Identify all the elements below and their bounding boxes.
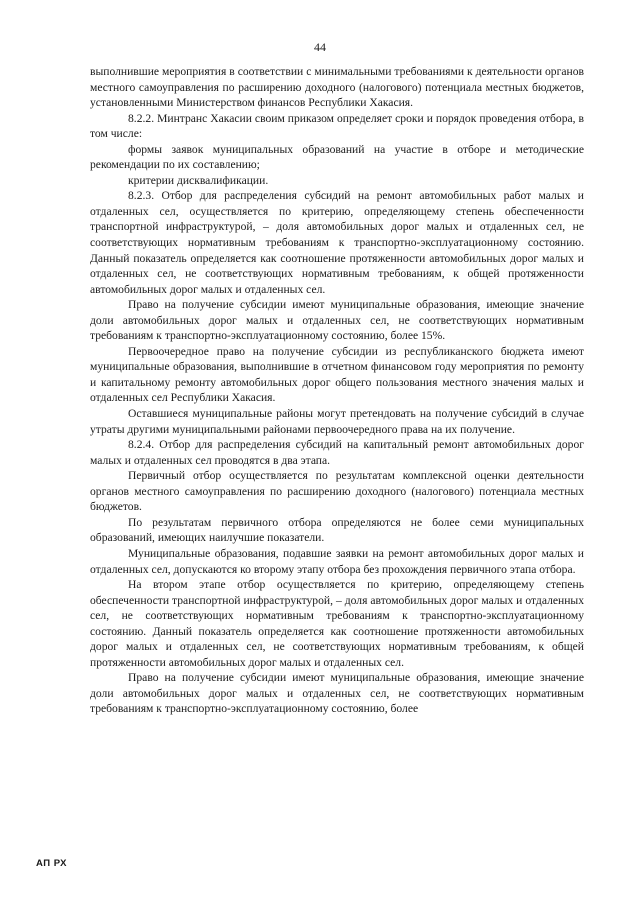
- paragraph: 8.2.2. Минтранс Хакасии своим приказом определяет сроки и порядок проведения отбора, в том числе:: [90, 111, 584, 141]
- page-number: 44: [314, 40, 326, 54]
- paragraph: Первичный отбор осуществляется по результатам комплексной оценки деятельности органов местного самоуправления по расширению доходного (налогового) потенциала местных бюджетов.: [90, 469, 584, 514]
- paragraph: Первоочередное право на получение субсидии из республиканского бюджета имеют муниципальные образования, выполнившие в отчетном финансовом году мероприятия по ремонту и капитальному ремонту автомобильных дорог общего пользования местного значения малых и отдаленных сел Республики Хакасия.: [90, 344, 584, 405]
- paragraph: По результатам первичного отбора определяются не более семи муниципальных образований, имеющих наилучшие показатели.: [90, 515, 584, 545]
- paragraph: 8.2.4. Отбор для распределения субсидий на капитальный ремонт автомобильных дорог малых и отдаленных сел проводятся в два этапа.: [90, 438, 584, 467]
- paragraph: Право на получение субсидии имеют муниципальные образования, имеющие значение доли автомобильных дорог малых и отдаленных сел, не соответствующих нормативным требованиям к транспортно-эксплуатационному состоянию, более: [90, 671, 584, 716]
- paragraph: Право на получение субсидии имеют муниципальные образования, имеющие значение доли автомобильных дорог малых и отдаленных сел, не соответствующих нормативным требованиям к транспортно-эксплуатационному состоянию, более 15%.: [90, 298, 584, 343]
- paragraph: Муниципальные образования, подавшие заявки на ремонт автомобильных дорог малых и отдаленных сел, допускаются ко второму этапу отбора без прохождения первичного этапа отбора.: [90, 546, 584, 576]
- paragraph: На втором этапе отбор осуществляется по критерию, определяющему степень обеспеченности транспортной инфраструктурой, – доля автомобильных дорог малых и отдаленных сел, не соответствующих нормативным требованиям к транспортно-эксплуатационному состоянию. Данный показатель определяется как соотношение протяженности автомобильных дорог малых и отдаленных сел, не соответствующих нормативным требованиям, к общей протяженности автомобильных дорог малых и отдаленных сел.: [90, 578, 584, 669]
- paragraph: формы заявок муниципальных образований на участие в отборе и методические рекомендации по их составлению;: [90, 142, 584, 172]
- paragraph: Оставшиеся муниципальные районы могут претендовать на получение субсидий в случае утраты другими муниципальными районами первоочередного права на их получение.: [90, 407, 584, 436]
- paragraph: 8.2.3. Отбор для распределения субсидий на ремонт автомобильных работ малых и отдаленных сел, осуществляется по критерию, определяющему степень обеспеченности транспортной инфраструктурой, – доля автомобильных дорог малых и отдаленных сел, не соответствующих нормативным требованиям к транспортно-эксплуатационному состоянию. Данный показатель определяется как соотношение протяженности автомобильных дорог малых и отдаленных сел, не соответствующих нормативным требованиям, к общей протяженности автомобильных дорог малых и отдаленных сел.: [90, 189, 584, 296]
- paragraph: критерии дисквалификации.: [128, 173, 269, 187]
- paragraph: выполнившие мероприятия в соответствии с минимальными требованиями к деятельности органов местного самоуправления по расширению доходного (налогового) потенциала местных бюджетов, установленными Министерством финансов Республики Хакасия.: [90, 65, 584, 110]
- footer-mark: АП РХ: [36, 858, 68, 869]
- document-body: [90, 64, 584, 717]
